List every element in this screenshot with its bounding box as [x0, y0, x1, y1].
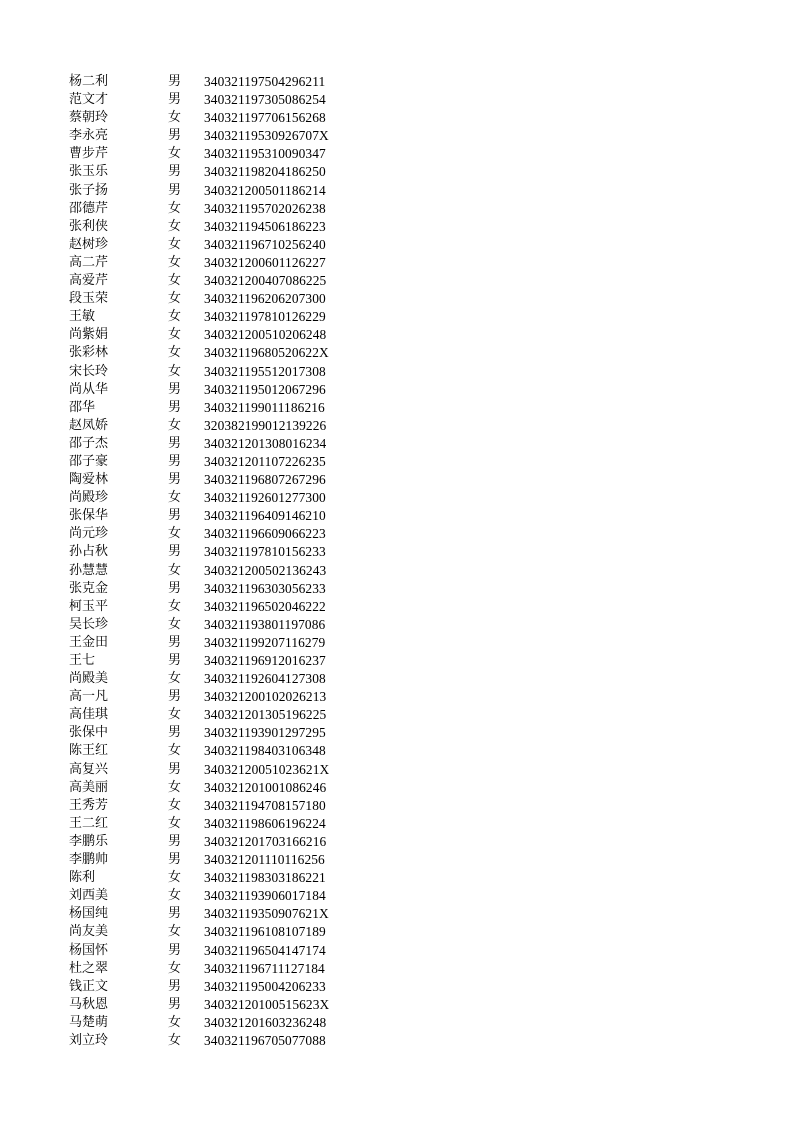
- table-row: [0, 815, 793, 833]
- name-cell: 范文才: [69, 92, 109, 108]
- gender-cell: 女: [168, 616, 182, 632]
- name-cell: 王敏: [69, 309, 96, 325]
- name-cell: 杜之翠: [69, 960, 109, 976]
- name-cell: 蔡朝玲: [69, 110, 109, 126]
- table-row: [0, 706, 793, 724]
- id-number-cell: 340321196710256240: [204, 236, 326, 252]
- gender-cell: 男: [168, 128, 182, 144]
- table-row: [0, 978, 793, 996]
- name-cell: 王金田: [69, 634, 109, 650]
- name-cell: 尚从华: [69, 381, 109, 397]
- name-cell: 高二芹: [69, 254, 109, 270]
- gender-cell: 男: [168, 978, 182, 994]
- id-number-cell: 320382199012139226: [204, 417, 327, 433]
- name-cell: 尚友美: [69, 924, 109, 940]
- name-cell: 马楚萌: [69, 1014, 109, 1030]
- name-cell: 王七: [69, 653, 96, 668]
- id-number-cell: 340321200510206248: [204, 327, 327, 343]
- gender-cell: 女: [168, 526, 182, 542]
- gender-cell: 女: [168, 779, 182, 795]
- gender-cell: 男: [168, 472, 182, 488]
- gender-cell: 男: [168, 833, 182, 849]
- gender-cell: 女: [168, 200, 182, 216]
- name-cell: 尚紫娟: [69, 327, 109, 343]
- table-row: [0, 996, 793, 1014]
- name-cell: 杨二利: [69, 74, 109, 89]
- name-cell: 陈王红: [69, 743, 109, 759]
- table-row: [0, 742, 793, 760]
- name-cell: 邵子杰: [69, 435, 109, 451]
- gender-cell: 女: [168, 110, 182, 126]
- name-cell: 吴长珍: [69, 616, 109, 632]
- id-number-cell: 340321201308016234: [204, 435, 327, 451]
- id-number-cell: 340321196807267296: [204, 472, 326, 488]
- table-row: [0, 435, 793, 453]
- name-cell: 张子扬: [69, 182, 109, 198]
- gender-cell: 女: [168, 924, 182, 940]
- id-number-cell: 340321196409146210: [204, 508, 326, 524]
- gender-cell: 男: [168, 634, 182, 650]
- id-number-cell: 340321198606196224: [204, 815, 326, 831]
- id-number-cell: 340321200502136243: [204, 562, 327, 578]
- name-cell: 尚殿美: [69, 671, 109, 687]
- gender-cell: 女: [168, 888, 182, 904]
- name-cell: 高复兴: [69, 761, 109, 777]
- table-row: [0, 127, 793, 145]
- gender-cell: 女: [168, 707, 182, 723]
- table-row: [0, 91, 793, 109]
- gender-cell: 男: [168, 996, 182, 1012]
- gender-cell: 女: [168, 236, 182, 252]
- id-number-cell: 340321195310090347: [204, 146, 326, 162]
- gender-cell: 女: [168, 273, 182, 289]
- gender-cell: 男: [168, 689, 182, 705]
- gender-cell: 女: [168, 870, 182, 886]
- id-number-cell: 34032119680520622X: [204, 345, 329, 361]
- table-row: [0, 797, 793, 815]
- gender-cell: 男: [168, 435, 182, 451]
- name-cell: 杨国纯: [69, 906, 109, 922]
- gender-cell: 女: [168, 327, 182, 343]
- id-number-cell: 340321198303186221: [204, 870, 326, 886]
- table-row: [0, 724, 793, 742]
- table-row: [0, 942, 793, 960]
- id-number-cell: 340321196504147174: [204, 942, 326, 958]
- table-row: [0, 326, 793, 344]
- name-cell: 李鹏乐: [69, 833, 109, 849]
- name-cell: 李永亮: [69, 128, 109, 144]
- table-row: [0, 1032, 793, 1050]
- id-number-cell: 340321197810126229: [204, 309, 326, 325]
- name-cell: 高一凡: [69, 689, 109, 705]
- id-number-cell: 340321201110116256: [204, 852, 325, 868]
- id-number-cell: 340321193801197086: [204, 616, 326, 632]
- id-number-cell: 340321196206207300: [204, 291, 326, 307]
- table-row: [0, 779, 793, 797]
- gender-cell: 女: [168, 815, 182, 831]
- table-row: [0, 580, 793, 598]
- table-row: [0, 525, 793, 543]
- gender-cell: 女: [168, 1014, 182, 1030]
- id-number-cell: 340321197504296211: [204, 74, 326, 89]
- name-cell: 孙占秋: [69, 544, 109, 560]
- name-cell: 张玉乐: [69, 164, 109, 180]
- table-row: [0, 887, 793, 905]
- name-cell: 钱正文: [69, 978, 109, 994]
- gender-cell: 女: [168, 562, 182, 578]
- name-cell: 高爱芹: [69, 273, 109, 289]
- name-cell: 尚殿珍: [69, 490, 109, 506]
- id-number-cell: 340321201703166216: [204, 833, 327, 849]
- gender-cell: 女: [168, 363, 182, 379]
- name-cell: 段玉荣: [69, 291, 109, 307]
- table-row: [0, 290, 793, 308]
- id-number-cell: 340321199207116279: [204, 634, 326, 650]
- name-cell: 张彩林: [69, 345, 109, 361]
- table-row: [0, 236, 793, 254]
- table-row: [0, 543, 793, 561]
- id-number-cell: 340321192601277300: [204, 490, 326, 506]
- table-row: [0, 471, 793, 489]
- table-row: [0, 851, 793, 869]
- id-number-cell: 340321197706156268: [204, 110, 326, 126]
- id-number-cell: 340321200601126227: [204, 254, 326, 270]
- name-cell: 张利侠: [69, 218, 109, 234]
- gender-cell: 男: [168, 725, 182, 741]
- table-row: [0, 489, 793, 507]
- name-cell: 宋长玲: [69, 363, 109, 379]
- id-number-cell: 340321195702026238: [204, 200, 326, 216]
- gender-cell: 女: [168, 490, 182, 506]
- name-cell: 李鹏帅: [69, 852, 109, 868]
- table-row: [0, 218, 793, 236]
- gender-cell: 男: [168, 92, 182, 108]
- id-number-cell: 34032120100515623X: [204, 996, 330, 1012]
- id-number-cell: 340321201305196225: [204, 707, 327, 723]
- table-row: [0, 562, 793, 580]
- id-number-cell: 340321196502046222: [204, 598, 326, 614]
- name-cell: 杨国怀: [69, 942, 109, 958]
- table-row: [0, 308, 793, 326]
- table-row: [0, 833, 793, 851]
- gender-cell: 女: [168, 254, 182, 270]
- id-number-cell: 340321198204186250: [204, 164, 326, 180]
- table-row: [0, 344, 793, 362]
- name-cell: 张保中: [69, 725, 109, 741]
- table-row: [0, 453, 793, 471]
- name-cell: 刘立玲: [69, 1032, 109, 1048]
- table-row: [0, 163, 793, 181]
- gender-cell: 女: [168, 146, 182, 162]
- id-number-cell: 340321196108107189: [204, 924, 326, 940]
- table-row: [0, 272, 793, 290]
- id-number-cell: 34032119530926707X: [204, 128, 329, 144]
- id-number-cell: 340321196705077088: [204, 1032, 326, 1048]
- gender-cell: 男: [168, 544, 182, 560]
- id-number-cell: 340321197810156233: [204, 544, 326, 560]
- name-cell: 赵树珍: [69, 236, 109, 252]
- id-number-cell: 340321192604127308: [204, 671, 326, 687]
- table-row: [0, 634, 793, 652]
- gender-cell: 男: [168, 453, 182, 469]
- table-row: [0, 109, 793, 127]
- gender-cell: 女: [168, 598, 182, 614]
- table-row: [0, 905, 793, 923]
- table-row: [0, 598, 793, 616]
- id-number-cell: 340321200501186214: [204, 182, 326, 198]
- table-row: [0, 652, 793, 670]
- id-number-cell: 340321194506186223: [204, 218, 326, 234]
- gender-cell: 男: [168, 164, 182, 180]
- name-cell: 马秋恩: [69, 996, 109, 1012]
- id-number-cell: 340321197305086254: [204, 92, 326, 108]
- gender-cell: 女: [168, 218, 182, 234]
- gender-cell: 女: [168, 797, 182, 813]
- table-row: [0, 869, 793, 887]
- gender-cell: 男: [168, 580, 182, 596]
- gender-cell: 男: [168, 381, 182, 397]
- table-row: [0, 182, 793, 200]
- name-cell: 高佳琪: [69, 707, 109, 723]
- name-cell: 邵子豪: [69, 453, 109, 469]
- gender-cell: 女: [168, 671, 182, 687]
- id-number-cell: 340321196303056233: [204, 580, 326, 596]
- table-row: [0, 417, 793, 435]
- table-row: [0, 507, 793, 525]
- name-cell: 孙慧慧: [69, 562, 109, 578]
- name-cell: 张克金: [69, 580, 109, 596]
- gender-cell: 男: [168, 852, 182, 868]
- id-number-cell: 340321201107226235: [204, 453, 326, 469]
- table-row: [0, 761, 793, 779]
- name-cell: 王秀芳: [69, 797, 109, 813]
- gender-cell: 女: [168, 1032, 182, 1048]
- id-number-cell: 340321195004206233: [204, 978, 326, 994]
- gender-cell: 男: [168, 906, 182, 922]
- gender-cell: 女: [168, 345, 182, 361]
- id-number-cell: 340321195012067296: [204, 381, 326, 397]
- id-number-cell: 340321201603236248: [204, 1014, 327, 1030]
- id-number-cell: 340321193901297295: [204, 725, 326, 741]
- table-row: [0, 1014, 793, 1032]
- table-row: [0, 145, 793, 163]
- table-row: [0, 616, 793, 634]
- name-cell: 高美丽: [69, 779, 109, 795]
- gender-cell: 女: [168, 960, 182, 976]
- name-cell: 赵凤娇: [69, 417, 109, 433]
- id-number-cell: 340321193906017184: [204, 888, 326, 904]
- gender-cell: 男: [168, 653, 182, 668]
- name-cell: 邵华: [69, 399, 96, 415]
- gender-cell: 女: [168, 309, 182, 325]
- table-row: [0, 688, 793, 706]
- table-row: [0, 670, 793, 688]
- table-row: [0, 200, 793, 218]
- id-number-cell: 340321196609066223: [204, 526, 326, 542]
- id-number-cell: 340321200407086225: [204, 273, 327, 289]
- id-number-cell: 340321195512017308: [204, 363, 326, 379]
- name-cell: 曹步芹: [69, 146, 109, 162]
- table-row: [0, 254, 793, 272]
- gender-cell: 女: [168, 291, 182, 307]
- gender-cell: 男: [168, 942, 182, 958]
- table-row: [0, 363, 793, 381]
- name-cell: 张保华: [69, 508, 109, 524]
- id-number-cell: 340321198403106348: [204, 743, 326, 759]
- table-row: [0, 923, 793, 941]
- gender-cell: 男: [168, 508, 182, 524]
- id-number-cell: 340321201001086246: [204, 779, 327, 795]
- name-cell: 尚元珍: [69, 526, 109, 542]
- name-cell: 刘西美: [69, 888, 109, 904]
- id-number-cell: 340321199011186216: [204, 399, 325, 415]
- table-row: [0, 960, 793, 978]
- gender-cell: 女: [168, 417, 182, 433]
- name-cell: 柯玉平: [69, 598, 109, 614]
- resident-table: [0, 73, 793, 1050]
- table-row: [0, 399, 793, 417]
- gender-cell: 男: [168, 399, 182, 415]
- name-cell: 陈利: [69, 870, 96, 886]
- gender-cell: 女: [168, 743, 182, 759]
- id-number-cell: 340321196912016237: [204, 653, 326, 668]
- id-number-cell: 340321194708157180: [204, 797, 326, 813]
- name-cell: 邵德芹: [69, 200, 109, 216]
- gender-cell: 男: [168, 761, 182, 777]
- gender-cell: 男: [168, 74, 182, 89]
- table-row: [0, 381, 793, 399]
- id-number-cell: 340321196711127184: [204, 960, 325, 976]
- id-number-cell: 34032119350907621X: [204, 906, 329, 922]
- table-row: [0, 73, 793, 91]
- name-cell: 陶爱林: [69, 472, 109, 488]
- id-number-cell: 34032120051023621X: [204, 761, 330, 777]
- id-number-cell: 340321200102026213: [204, 689, 327, 705]
- gender-cell: 男: [168, 182, 182, 198]
- name-cell: 王二红: [69, 815, 109, 831]
